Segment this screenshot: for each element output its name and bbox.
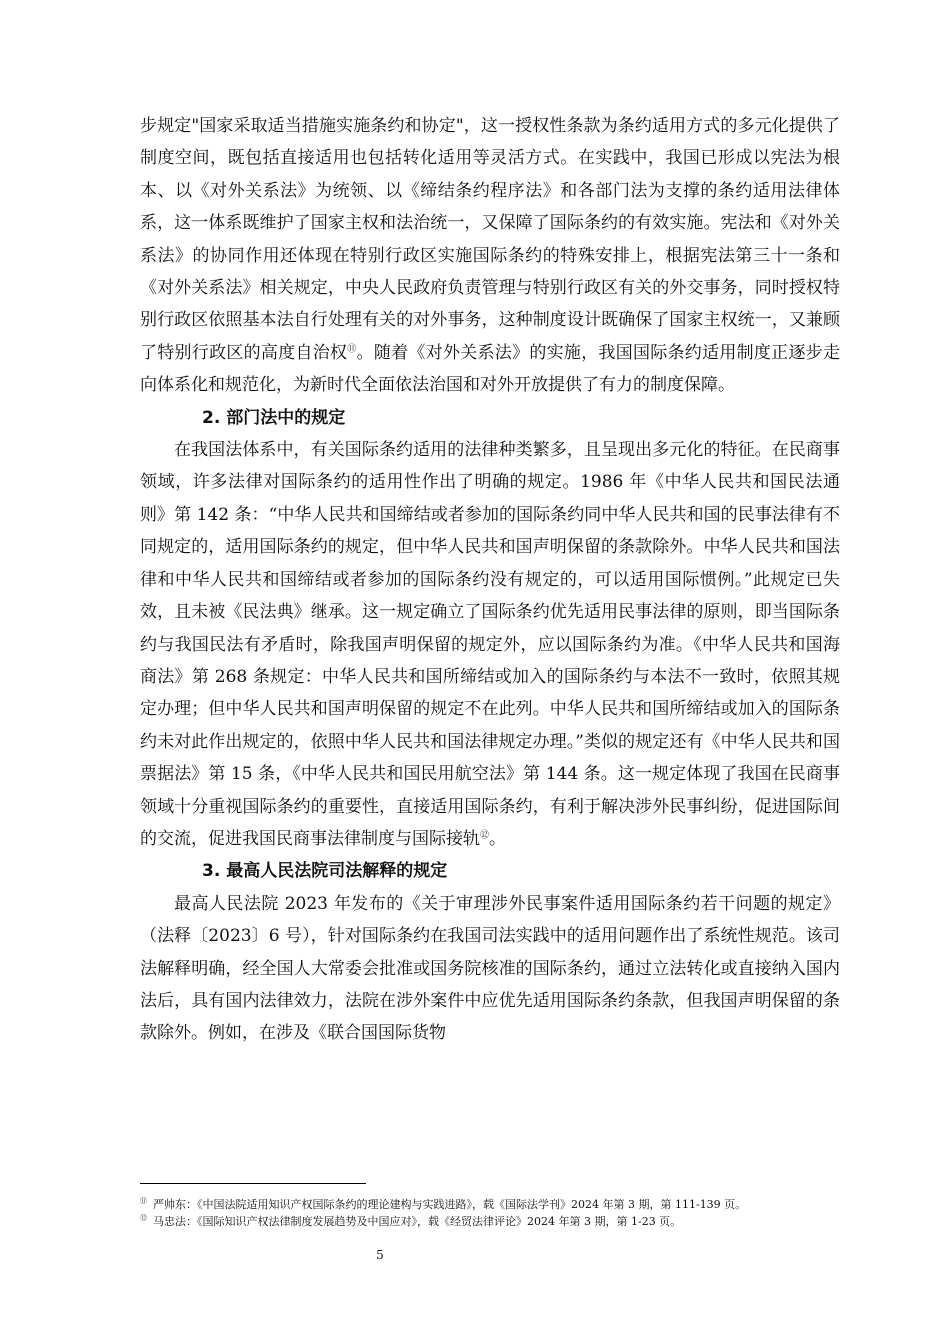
footnote-ref-12[interactable]: ⑫ — [480, 830, 490, 841]
footnote-12: ⑫ 马忠法：《国际知识产权法律制度发展趋势及中国应对》，载《经贸法律评论》2024 年第 3 期，第 1-23 页。 — [140, 1214, 682, 1228]
footnote-ref-11[interactable]: ⑪ — [347, 344, 357, 355]
page-number: 5 — [376, 1248, 384, 1262]
footnote-11: ⑪ 严帅东：《中国法院适用知识产权国际条约的理论建构与实践进路》，载《国际法学刊》2024 年第 3 期，第 111-139 页。 — [140, 1197, 747, 1211]
footnote-divider — [140, 1183, 366, 1184]
body-text — [140, 110, 840, 1050]
paragraph-1: 步规定"国家采取适当措施实施条约和协定"，这一授权性条款为条约适用方式的多元化提供了制度空间，既包括直接适用也包括转化适用等灵活方式。在实践中，我国已形成以宪法为根本、以《对外关系法》为统领、以《缔结条约程序法》和各部门法为支撑的条约适用法律体系，这一体系既维护了国家主权和法治统一，又保障了国际条约的有效实施。宪法和《对外关系法》的协同作用还体现在特别行政区实施国际条约的特殊安排上，根据宪法第三十一条和《对外关系法》相关规定，中央人民政府负责管理与特别行政区有关的外交事务，同时授权特别行政区依照基本法自行处理有关的对外事务，这种制度设计既确保了国家主权统一，又兼顾了特别行政区的高度自治权⑪。随着《对外关系法》的实施，我国国际条约适用制度正逐步走向体系化和规范化，为新时代全面依法治国和对外开放提供了有力的制度保障。 — [140, 116, 840, 396]
paragraph-2: 在我国法体系中，有关国际条约适用的法律种类繁多，且呈现出多元化的特征。在民商事领域，许多法律对国际条约的适用性作出了明确的规定。1986 年《中华人民共和国民法通则》第 142 条：“中华人民共和国缔结或者参加的国际条约同中华人民共和国的民事法律有不同规定的，适用国际条约的规定，但中华人民共和国声明保留的条款除外。中华人民共和国法律和中华人民共和国缔结或者参加的国际条约没有规定的，可以适用国际惯例。”此规定已失效，且未被《民法典》继承。这一规定确立了国际条约优先适用民事法律的原则，即当国际条约与我国民法有矛盾时，除我国声明保留的规定外，应以国际条约为准。《中华人民共和国海商法》第 268 条规定：中华人民共和国所缔结或加入的国际条约与本法不一致时，依照其规定办理；但中华人民共和国声明保留的规定不在此列。中华人民共和国所缔结或加入的国际条约未对此作出规定的，依照中华人民共和国法律规定办理。”类似的规定还有《中华人民共和国票据法》第 15 条，《中华人民共和国民用航空法》第 144 条。这一规定体现了我国在民商事领域十分重视国际条约的重要性，直接适用国际条约，有利于解决涉外民事纠纷，促进国际间的交流，促进我国民商事法律制度与国际接轨⑫。 — [140, 440, 840, 849]
section-heading-2: 2. 部门法中的规定 — [202, 407, 346, 428]
paragraph-3: 最高人民法院 2023 年发布的《关于审理涉外民事案件适用国际条约若干问题的规定》（法释〔2023〕6 号），针对国际条约在我国司法实践中的适用问题作出了系统性规范。该司法解释明确，经全国人大常委会批准或国务院核准的国际条约，通过立法转化或直接纳入国内法后，具有国内法律效力，法院在涉外案件中应优先适用国际条约条款，但我国声明保留的条款除外。例如，在涉及《联合国国际货物 — [140, 893, 840, 1044]
footnotes — [140, 1196, 840, 1230]
section-heading-3: 3. 最高人民法院司法解释的规定 — [202, 861, 448, 882]
